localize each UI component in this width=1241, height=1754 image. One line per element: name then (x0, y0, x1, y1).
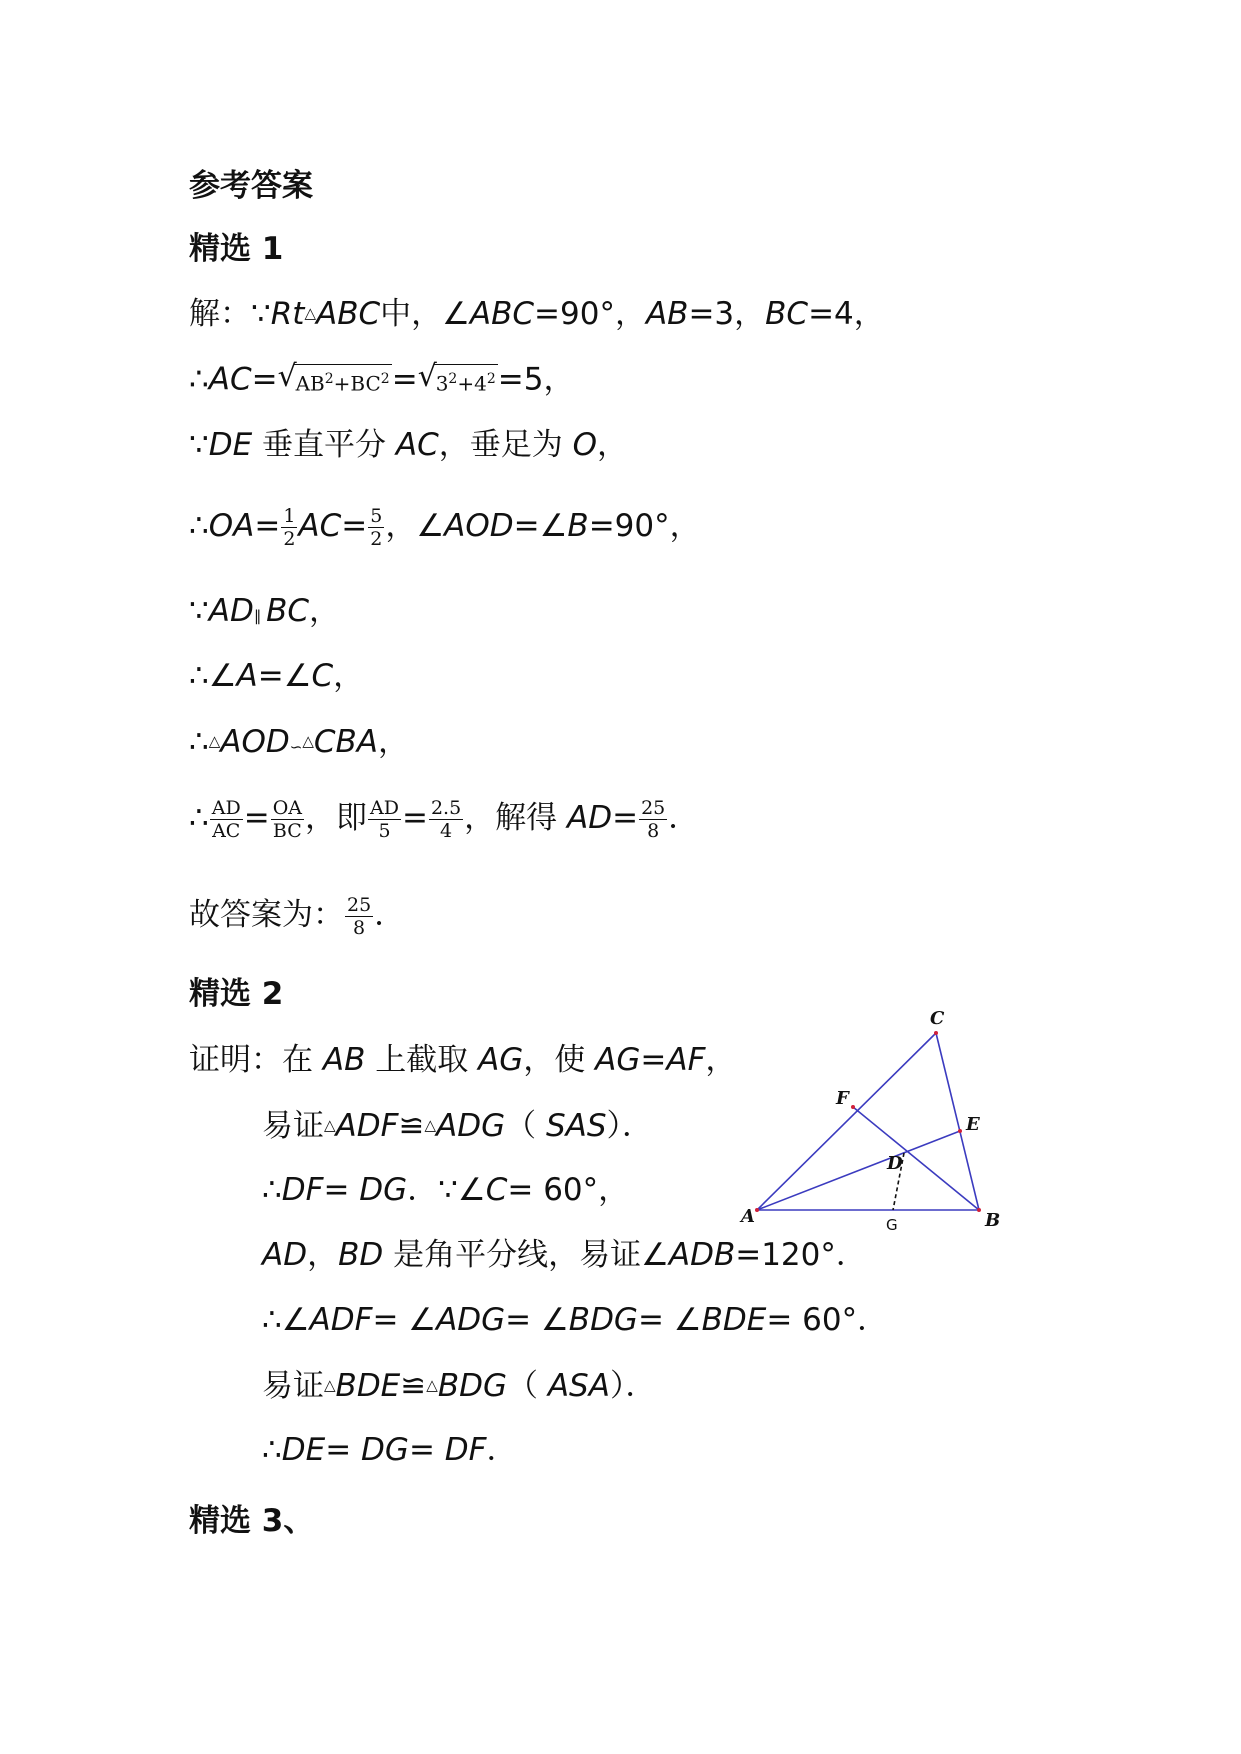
triangle-symbol: △ (304, 304, 316, 322)
q1-line-1: 解：∵Rt△ABC中，∠ABC=90°，AB=3，BC=4， (189, 296, 885, 332)
triangle-symbol: △ (324, 1376, 336, 1394)
q1-line-4: ∴OA= $\frac{1}{2}$ AC= $\frac{5}{2}$ ，∠AOD=∠B=90°， (189, 505, 701, 550)
fraction: $\frac{AD}{5}$ (370, 797, 399, 842)
q2-line-7: ∴DE= DG= DF． (262, 1432, 518, 1468)
point-E (958, 1129, 962, 1133)
q1-line-7: ∴△AOD∽△CBA， (189, 724, 410, 760)
q1-line-8: ∴ $\frac{AD}{AC}$ = $\frac{OA}{BC}$ ，即 $\frac{AD}{5}$ = $\frac{2.5}{4}$ ，解得 AD= $\frac{25}{8}$ ． (189, 797, 700, 842)
label-C: C (930, 1008, 945, 1029)
fraction: $\frac{2.5}{4}$ (430, 797, 462, 842)
fraction: $\frac{25}{8}$ (347, 894, 372, 939)
q2-title: 精选 2 (189, 976, 284, 1012)
fraction: $\frac{25}{8}$ (641, 797, 666, 842)
triangle-symbol: △ (208, 732, 221, 750)
q1-line-6: ∴∠A=∠C， (189, 658, 365, 694)
page-heading: 参考答案 (189, 168, 313, 204)
label-F: F (836, 1088, 849, 1109)
q2-line-5: ∴∠ADF= ∠ADG= ∠BDG= ∠BDE= 60°． (262, 1302, 889, 1338)
segment-BF (853, 1107, 979, 1210)
fraction: $\frac{AD}{AC}$ (211, 797, 241, 842)
q1-line-3: ∵DE 垂直平分 AC，垂足为 O， (189, 427, 629, 463)
segment-AC (757, 1033, 936, 1210)
triangle-symbol: △ (302, 732, 314, 750)
point-C (934, 1031, 938, 1035)
q1-answer: 故答案为： $\frac{25}{8}$ ． (189, 894, 406, 939)
q2-line-2: 易证△ADF≌△ADG（ SAS）． (262, 1108, 654, 1144)
point-B (977, 1208, 981, 1212)
label-A: A (741, 1206, 755, 1227)
label-G: G (886, 1216, 898, 1234)
q2-line-4: AD，BD 是角平分线，易证∠ADB=120°． (262, 1237, 867, 1273)
fraction: $\frac{OA}{BC}$ (272, 797, 302, 842)
fraction: $\frac{1}{2}$ (283, 505, 296, 550)
sqrt-expression: √ $3^2+4^2$ (417, 359, 496, 396)
fraction: $\frac{5}{2}$ (370, 505, 383, 550)
q1-line-5: ∵AD∥ BC， (189, 593, 341, 629)
triangle-symbol: △ (426, 1376, 438, 1394)
q3-title: 精选 3、 (189, 1503, 315, 1539)
q2-line-6: 易证△BDE≌△BDG（ ASA）． (262, 1368, 657, 1404)
q2-line-3: ∴DF= DG．∵∠C= 60°， (262, 1172, 630, 1208)
point-F (851, 1105, 855, 1109)
triangle-symbol: △ (424, 1116, 436, 1134)
q1-title: 精选 1 (189, 231, 284, 267)
label-B: B (985, 1210, 1001, 1231)
q1-line-2: ∴AC= √ $AB^2+BC^2=$ √ $3^2+4^2=5$， (189, 358, 574, 404)
label-D: D (887, 1153, 903, 1174)
triangle-symbol: △ (324, 1116, 336, 1134)
q2-line-1: 证明：在 AB 上截取 AG，使 AG=AF， (189, 1042, 737, 1078)
label-E: E (966, 1114, 980, 1135)
point-A (755, 1208, 759, 1212)
sqrt-expression: √ $AB^2+BC^2$ (277, 359, 390, 396)
